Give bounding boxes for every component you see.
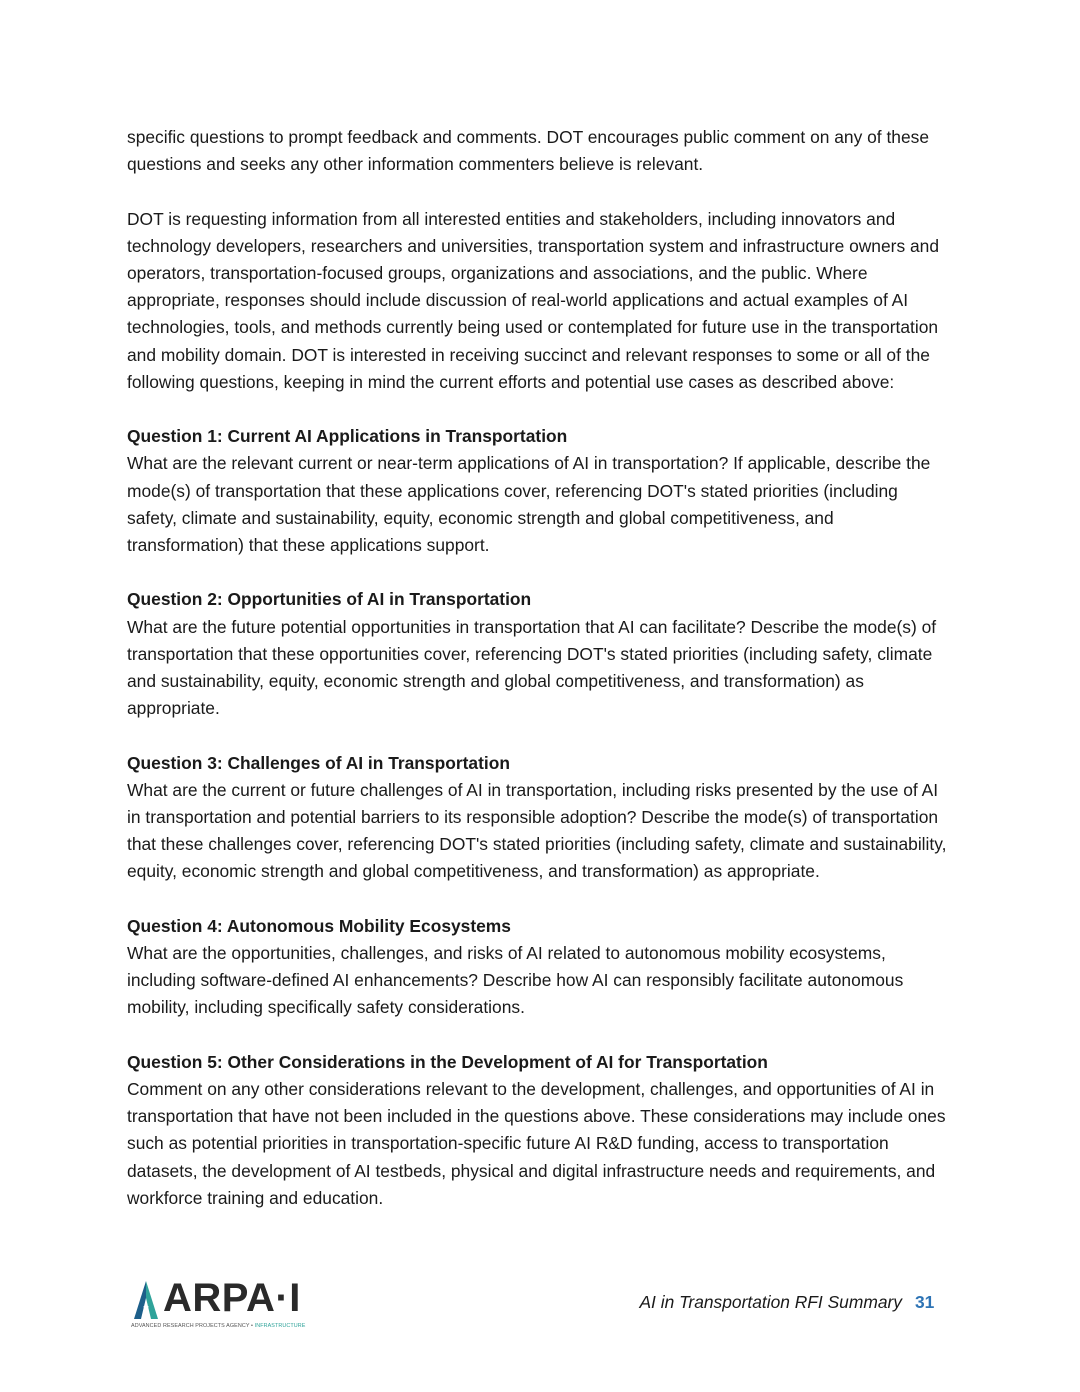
question-3	[127, 750, 952, 886]
question-4-body: What are the opportunities, challenges, and risks of AI related to autonomous mobility ecosystems, including software-defined AI enhancements? Describe how AI can responsibly facilitate autonomous mobility, including specifically safety considerations.	[127, 943, 904, 1018]
logo-subtitle-accent: INFRASTRUCTURE	[254, 1323, 306, 1329]
document-body	[127, 124, 952, 1239]
footer-title: AI in Transportation RFI Summary	[639, 1292, 902, 1312]
question-5	[127, 1049, 952, 1212]
question-2	[127, 586, 952, 722]
question-1	[127, 423, 952, 559]
question-1-body: What are the relevant current or near-term applications of AI in transportation? If applicable, describe the mode(s) of transportation that these applications cover, referencing DOT's stated priorities (including safety, climate and sustainability, equity, economic strength and global competitiveness, and transformation) that these applications support.	[127, 453, 931, 556]
question-2-body: What are the future potential opportunities in transportation that AI can facilitate? Describe the mode(s) of transportation that these opportunities cover, referencing DOT's stated priorities (including safety, climate and sustainability, equity, economic strength and global competitiveness, and transformation) as appropriate.	[127, 616, 937, 719]
page-footer	[0, 1276, 1080, 1336]
intro-paragraph: specific questions to prompt feedback and comments. DOT encourages public comment on any of these questions and seeks any other information commenters believe is relevant.	[127, 127, 930, 175]
question-4-title: Question 4: Autonomous Mobility Ecosystems	[127, 915, 511, 936]
arpa-i-logo	[131, 1276, 306, 1332]
logo-subtitle-main: ADVANCED RESEARCH PROJECTS AGENCY •	[131, 1323, 255, 1329]
request-paragraph: DOT is requesting information from all interested entities and stakeholders, including innovators and technology developers, researchers and universities, transportation system and infrastructure owners and operators, transportation-focused groups, organizations and associations, and the public. Where appropriate, responses should include discussion of real-world applications and actual examples of AI technologies, tools, and methods currently being used or contemplated for future use in the transportation and mobility domain. DOT is interested in receiving succinct and relevant responses to some or all of the following questions, keeping in mind the current efforts and potential use cases as described above:	[127, 208, 939, 392]
question-1-title: Question 1: Current AI Applications in Transportation	[127, 426, 568, 447]
logo-subtitle	[131, 1323, 305, 1330]
question-2-title: Question 2: Opportunities of AI in Transportation	[127, 589, 532, 610]
page-number: 31	[915, 1292, 935, 1312]
question-5-title: Question 5: Other Considerations in the Development of AI for Transportation	[127, 1051, 768, 1072]
logo-text: ARPA·I	[163, 1276, 301, 1320]
question-3-title: Question 3: Challenges of AI in Transportation	[127, 752, 510, 773]
question-4	[127, 913, 952, 1022]
question-5-body: Comment on any other considerations relevant to the development, challenges, and opportunities of AI in transportation that have not been included in the questions above. These considerations may include ones such as potential priorities in transportation-specific future AI R&D funding, access to transportation datasets, the development of AI testbeds, physical and digital infrastructure needs and requirements, and workforce training and education.	[127, 1079, 946, 1208]
arpa-i-logo-mark-icon	[131, 1280, 161, 1320]
question-3-body: What are the current or future challenges of AI in transportation, including risks presented by the use of AI in transportation and potential barriers to its responsible adoption? Describe the mode(s) of transportation that these challenges cover, referencing DOT's stated priorities (including safety, climate and sustainability, equity, economic strength and global competitiveness, and transformation) as appropriate.	[127, 779, 947, 882]
